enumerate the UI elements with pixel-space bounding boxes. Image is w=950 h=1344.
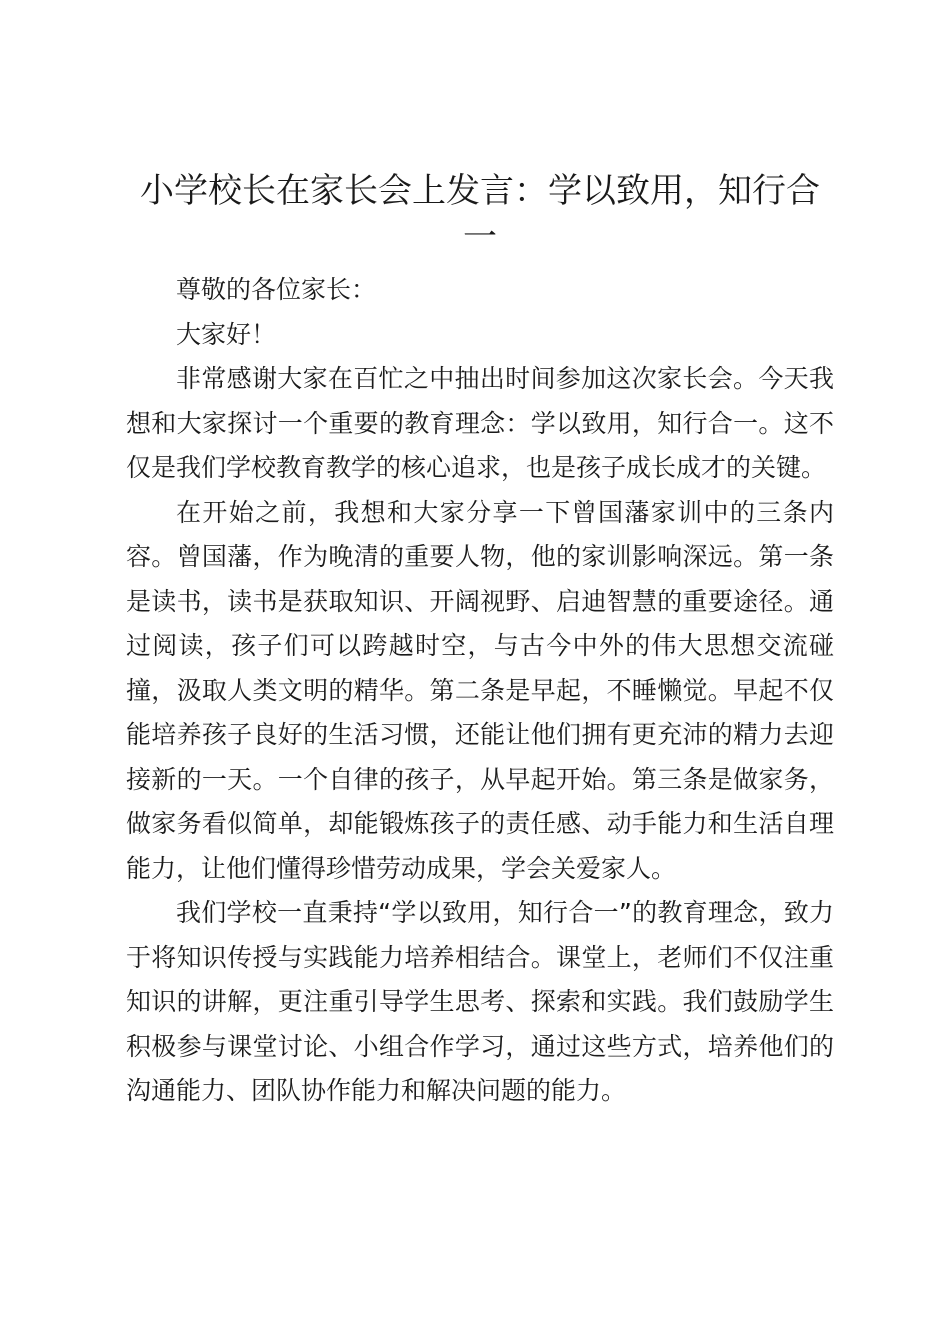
paragraph-school-philosophy: 我们学校一直秉持“学以致用，知行合一”的教育理念，致力于将知识传授与实践能力培养相结合。课堂上，老师们不仅注重知识的讲解，更注重引导学生思考、探索和实践。我们鼓励学生积极参与课堂讨论、小组合作学习，通过这些方式，培养他们的沟通能力、团队协作能力和解决问题的能力。 [126,898,834,1105]
document-page [126,168,834,1114]
paragraph-greeting: 大家好！ [176,319,277,349]
paragraph-salutation: 尊敬的各位家长： [176,275,377,304]
paragraph-intro: 非常感谢大家在百忙之中抽出时间参加这次家长会。今天我想和大家探讨一个重要的教育理念：学以致用，知行合一。这不仅是我们学校教育教学的核心追求，也是孩子成长成才的关键。 [126,364,834,482]
document-title: 小学校长在家长会上发言：学以致用，知行合一 [140,171,820,257]
paragraph-family-instructions: 在开始之前，我想和大家分享一下曾国藩家训中的三条内容。曾国藩，作为晚清的重要人物，他的家训影响深远。第一条是读书，读书是获取知识、开阔视野、启迪智慧的重要途径。通过阅读，孩子们可以跨越时空，与古今中外的伟大思想交流碰撞，汲取人类文明的精华。第二条是早起，不睡懒觉。早起不仅能培养孩子良好的生活习惯，还能让他们拥有更充沛的精力去迎接新的一天。一个自律的孩子，从早起开始。第三条是做家务，做家务看似简单，却能锻炼孩子的责任感、动手能力和生活自理能力，让他们懂得珍惜劳动成果，学会关爱家人。 [126,497,834,883]
